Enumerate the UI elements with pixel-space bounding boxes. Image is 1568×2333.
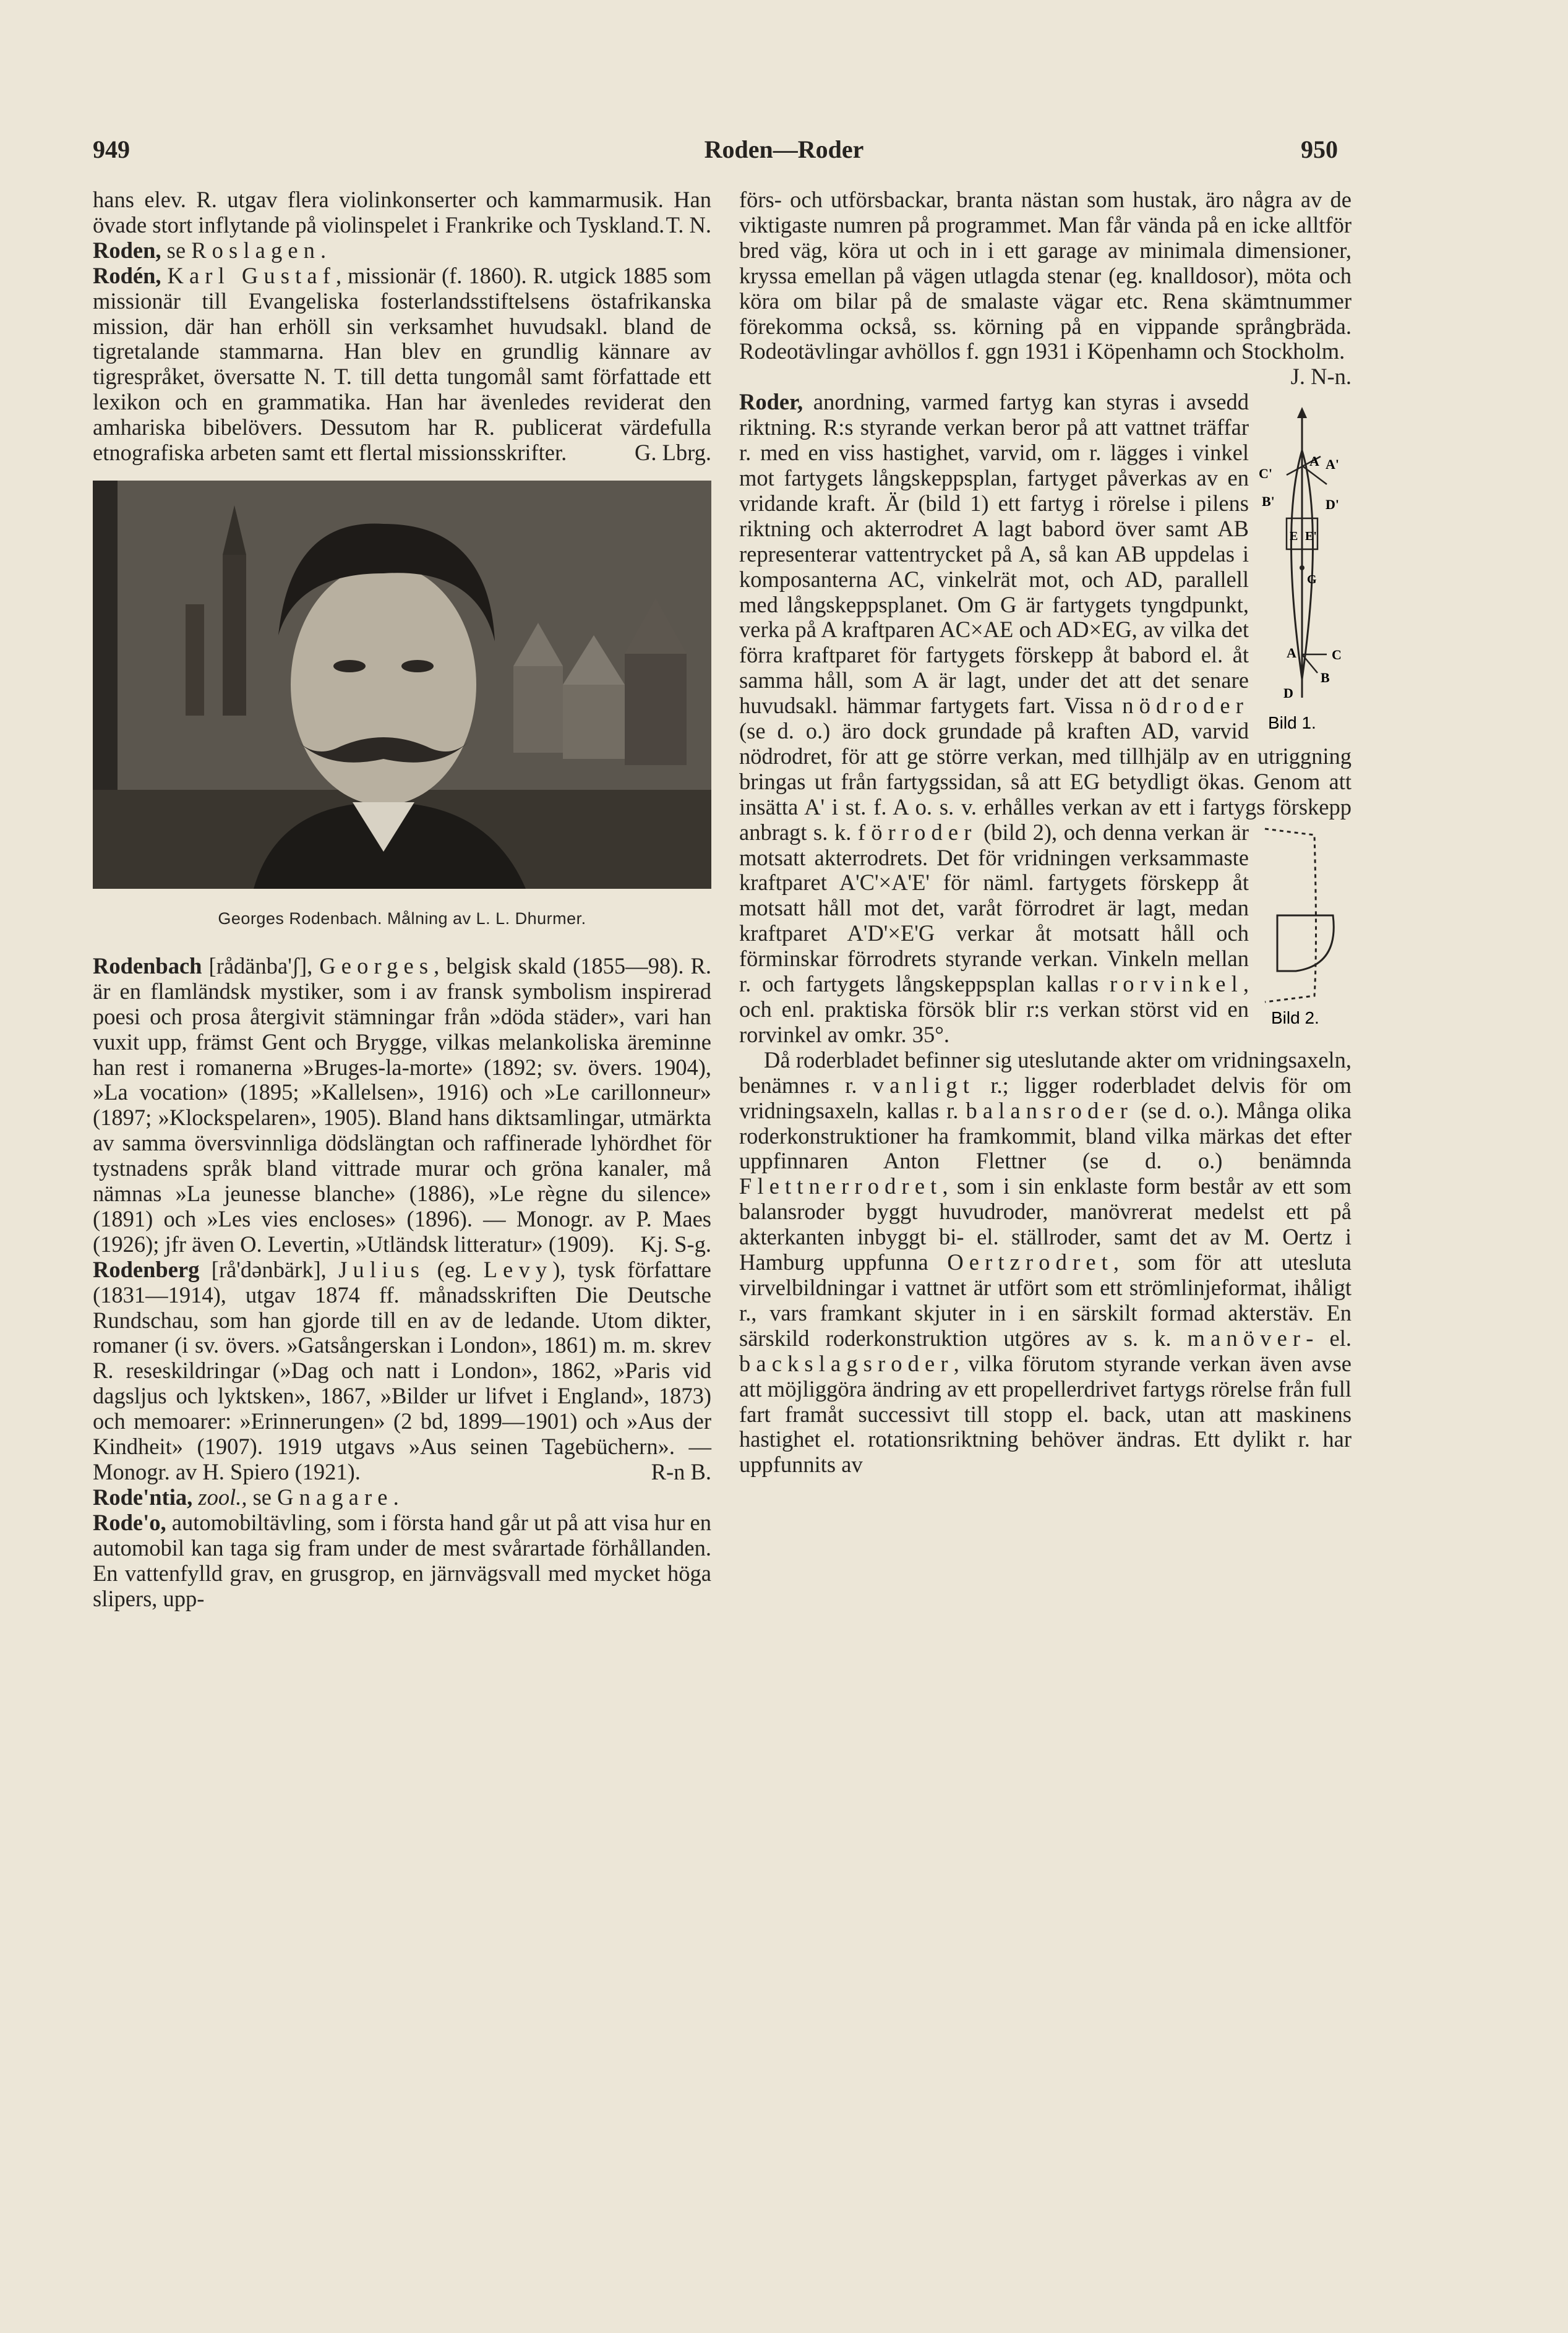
entry-rodentia [93, 1485, 711, 1510]
entry-rodenbach [93, 954, 711, 1257]
term-emphasis: Flettnerrodret [739, 1173, 943, 1199]
headword: Rodén, [93, 262, 161, 288]
diagram-label: C [1332, 647, 1342, 663]
cross-reference-link[interactable]: Gnagare [277, 1484, 393, 1510]
entry-text: , som för att utesluta virvelbildningar i vattnet är utfört som ett strömlinjeformat, ihåligt r., vars framkant skjuter in i en särskilt formad akterstäv. En särskild roderkonstruktion utgöres av s. k. [739, 1249, 1352, 1351]
entry-text: (se d. o.) äro dock grundade på kraften AD, varvid nödrodret, för att ge större verkan, med tillhjälp av en utriggning bringas ut från fartygssidan, så att EG betydligt ökas. Genom att insätta A' i st. f. A o. s. v. erhålles verkan av ett i fartygs förskepp anbragt s. k. [739, 718, 1352, 845]
entry-roden-karl-gustaf [93, 263, 711, 466]
entry-text: automobiltävling, som i första hand går ut på att visa hur en automobil kan taga sig fram under de mest svårartade förhållanden. En vattenfylld grav, en grusgrop, en järnvägsvall med mycket höga slipers, upp- [93, 1509, 711, 1611]
diagram-label: E' [1305, 529, 1317, 544]
portrait-painting-graphic [93, 481, 711, 889]
pronunciation: [rå'dənbärk], [199, 1256, 339, 1282]
diagram-label: E [1290, 529, 1298, 544]
entry-text: se [166, 237, 192, 263]
diagram-label: A' [1326, 456, 1339, 473]
entry-rodeo-continuation [739, 187, 1352, 390]
entry-text: ), tysk författare (1831—1914), utgav 1874 ff. månadsskriften Die Deutsche Rundschau, som han gjorde till en av de ledande. Utom dikter, romaner (i sv. övers. »Gatsångerskan i London», 1861) m. m. skrev R. reseskildringar (»Dag och natt i London», 1862, »Paris vid dagsljus och lyktsken», 1867, »Bilder ur lifvet i England», 1873) och memoarer: »Erinnerungen» (2 bd, 1899—1901) och »Aus der Kindheit» (1907). 1919 utgavs »Aus seinen Tagebüchern». — Monogr. av H. Spiero (1921). [93, 1256, 712, 1484]
headword: Roden, [93, 237, 161, 263]
entry-text: se [247, 1484, 278, 1510]
entry-text: , belgisk skald (1855—98). R. är en flamländsk mystiker, som i av fransk symbolism inspirerad poesi och prosa återgivit stämningar från »döda städer», vari han vuxit upp, främst Gent och Brygge, vilkas melankoliska äreminne han rest i romanerna »Bruges-la-morte» (1892; sv. övers. 1904), »La vocation» (1895; »Kallelsen», 1916) och »Le carillonneur» (1897; »Klockspelaren», 1905). Bland hans diktsamlingar, utmärkta av samma översvinnliga dödslängtan och raffinerade lyhördhet för tystnadens språk bland vittrade murar och gröna kanaler, må nämnas »La jeunesse blanche» (1886), »Le règne du silence» (1891) och »Les vies encloses» (1896). — Monogr. av P. Maes (1926); jfr även O. Levertin, »Utländsk litteratur» (1909). [93, 952, 712, 1257]
entry-text: förs- och utförsbackar, branta nästan som hustak, äro några av de viktigaste numren på programmet. Man får vända på en icke alltför bred väg, köra ut och in i ett garage av minimala dimensioner, kryssa emellan på vägen utlagda stenar (eg. knalldosor), möta och köra om bilar på de smalaste vägar etc. Rena skämtnummer förekomma också, ss. körning på en vippande språngbräda. Rodeotävlingar avhöllos f. ggn 1931 i Köpenhamn och Stockholm. [739, 187, 1352, 364]
entry-continuation [93, 187, 711, 238]
term-emphasis: backslagsroder [739, 1350, 954, 1376]
author-signature: R-n B. [651, 1459, 711, 1484]
entry-text: , och enl. praktiska försök blir r:s verkan störst vid en rorvinkel av omkr. 35°. [739, 971, 1249, 1047]
entry-text: (se d. o.). Många olika roderkonstruktioner ha framkommit, bland vilka märkas det efter uppfinnaren Anton Flettner (se d. o.) benämnda [739, 1097, 1352, 1174]
headword: Rodenbach [93, 952, 202, 978]
headword: Rodenberg [93, 1256, 200, 1282]
diagram-label: D [1283, 685, 1293, 701]
figure-label: Bild 1. [1268, 713, 1316, 733]
term-emphasis: balansroder [966, 1097, 1134, 1123]
diagram-label: A [1287, 645, 1296, 661]
entry-text: . [320, 237, 327, 263]
entry-rodeo [93, 1510, 711, 1612]
entry-text: r.; ligger roderbladet delvis för om vridningsaxeln, kallas r. [739, 1072, 1352, 1123]
page-header [0, 135, 1568, 172]
diagram-label: B [1321, 670, 1330, 686]
figure-label: Bild 2. [1271, 1008, 1319, 1027]
term-emphasis: förroder [857, 819, 977, 845]
entry-text: anordning, varmed fartyg kan styras i avsedd riktning. R:s styrande verkan beror på att vattnet träffar r. med en viss hastighet, varvid, om r. lägges i vinkel mot fartygets långskeppsplan, fartyget påverkas av en vridande kraft. Är (bild 1) ett fartyg i rörelse i pilens riktning och akterrodret A lagt babord över samt AB representerar vattentrycket på A, så kan AB uppdelas i komposanterna AC, vinkelrät mot, och AD, parallell med långskeppsplanet. Om G är fartygets tyngdpunkt, verka på A kraftparen AC×AE och AD×EG, av vilka det förra kraftparet för fartygets förskepp åt babord el. åt samma håll, som A är lagt, under det att det senare huvudsakl. hämmar fartygets fart. Vissa [739, 389, 1249, 719]
person-name: Julius [338, 1256, 426, 1282]
page-number-right: 950 [1301, 135, 1338, 163]
term-emphasis: rorvinkel [1109, 971, 1243, 997]
entry-rodenberg [93, 1257, 711, 1485]
diagram-label: B' [1262, 494, 1275, 510]
author-signature: J. N-n. [1290, 364, 1352, 390]
diagram-label: D' [1326, 497, 1339, 513]
headword: Rode'o, [93, 1509, 166, 1535]
author-signature: T. N. [666, 212, 711, 238]
entry-text: - el. [1306, 1325, 1352, 1351]
portrait-image [93, 481, 711, 889]
figure-caption: Georges Rodenbach. Målning av L. L. Dhurmer. [218, 909, 586, 928]
left-column [93, 187, 711, 1611]
headword: Rode'ntia, [93, 1484, 193, 1510]
entry-text: zool., [192, 1484, 247, 1510]
diagram-label: A [1309, 453, 1319, 469]
entry-text: (bild 2), och denna verkan är motsatt akterrodrets. Det för vridningen verksammaste kraftparet A'C'×A'E' för näml. fartygets förskepp åt motsatt håll mot det, varåt förrodret är lagt, medan kraftparet A'D'×E'G verkar åt motsatt håll och förminskar förrodrets styrande verkan. Vinkeln mellan r. och fartygets långskeppsplan kallas [739, 819, 1249, 997]
diagram-label: C' [1259, 466, 1272, 482]
rudder-diagram-bild-2 [1259, 823, 1352, 1033]
person-name: Georges [319, 952, 434, 978]
running-head: Roden—Roder [704, 135, 864, 163]
entry-roden [93, 238, 711, 263]
entry-roder [739, 390, 1352, 1048]
entry-text: . [393, 1484, 399, 1510]
page-number-left: 949 [93, 135, 130, 163]
right-column [739, 187, 1352, 1478]
author-signature: Kj. S-g. [640, 1231, 711, 1257]
headword: Roder, [739, 389, 803, 415]
cross-reference-link[interactable]: Roslagen [191, 237, 321, 263]
entry-text: , som i sin enklaste form består av ett som balansroder byggt huvudroder, manövrerat medelst ett på akterkanten inbyggt bi- el. ställroder, samt det av M. Oertz i Hamburg uppfunna [739, 1173, 1352, 1275]
term-emphasis: vanligt [872, 1072, 975, 1098]
author-signature: G. Lbrg. [634, 440, 711, 466]
diagram-label: G [1307, 573, 1317, 587]
pronunciation: [rådänba'ʃ], [202, 952, 320, 978]
term-emphasis: manöver [1187, 1325, 1306, 1351]
entry-text: , vilka förutom styrande verkan även avse att möjliggöra ändring av ett propellerdrivet fartygs rörelse från full fart framåt successivt till stopp el. back, utan att maskinens hastighet el. rotationsriktning behöver ändras. Ett dylikt r. har uppfunnits av [739, 1350, 1352, 1478]
term-emphasis: Oertzrodret [947, 1249, 1113, 1275]
rudder-diagram-bild-1 [1259, 407, 1352, 741]
entry-text: hans elev. R. utgav flera violinkonserter och kammarmusik. Han övade stort inflytande på violinspelet i Frankrike och Tyskland. [93, 187, 711, 238]
entry-text: , missionär (f. 1860). R. utgick 1885 som missionär till Evangeliska fosterlandsstiftelsens östafrikanska mission, där han erhöll sin verksamhet huvudsakl. bland de tigretalande stammarna. Han blev en grundlig kännare av tigrespråket, översatte N. T. till detta tungomål samt författade ett lexikon och en grammatika. Han har ävenledes reviderat den amhariska bibelövers. Dessutom har R. publicerat värdefulla etnografiska arbeten samt ett flertal missionsskrifter. [93, 262, 711, 466]
entry-text: (eg. [425, 1256, 484, 1282]
person-name: Karl Gustaf [167, 262, 336, 288]
term-emphasis: nödroder [1122, 693, 1249, 719]
person-name: Levy [483, 1256, 553, 1282]
entry-roder-types [739, 1048, 1352, 1478]
entry-text: Då roderbladet befinner sig uteslutande akter om vridningsaxeln, benämnes r. [739, 1047, 1352, 1098]
